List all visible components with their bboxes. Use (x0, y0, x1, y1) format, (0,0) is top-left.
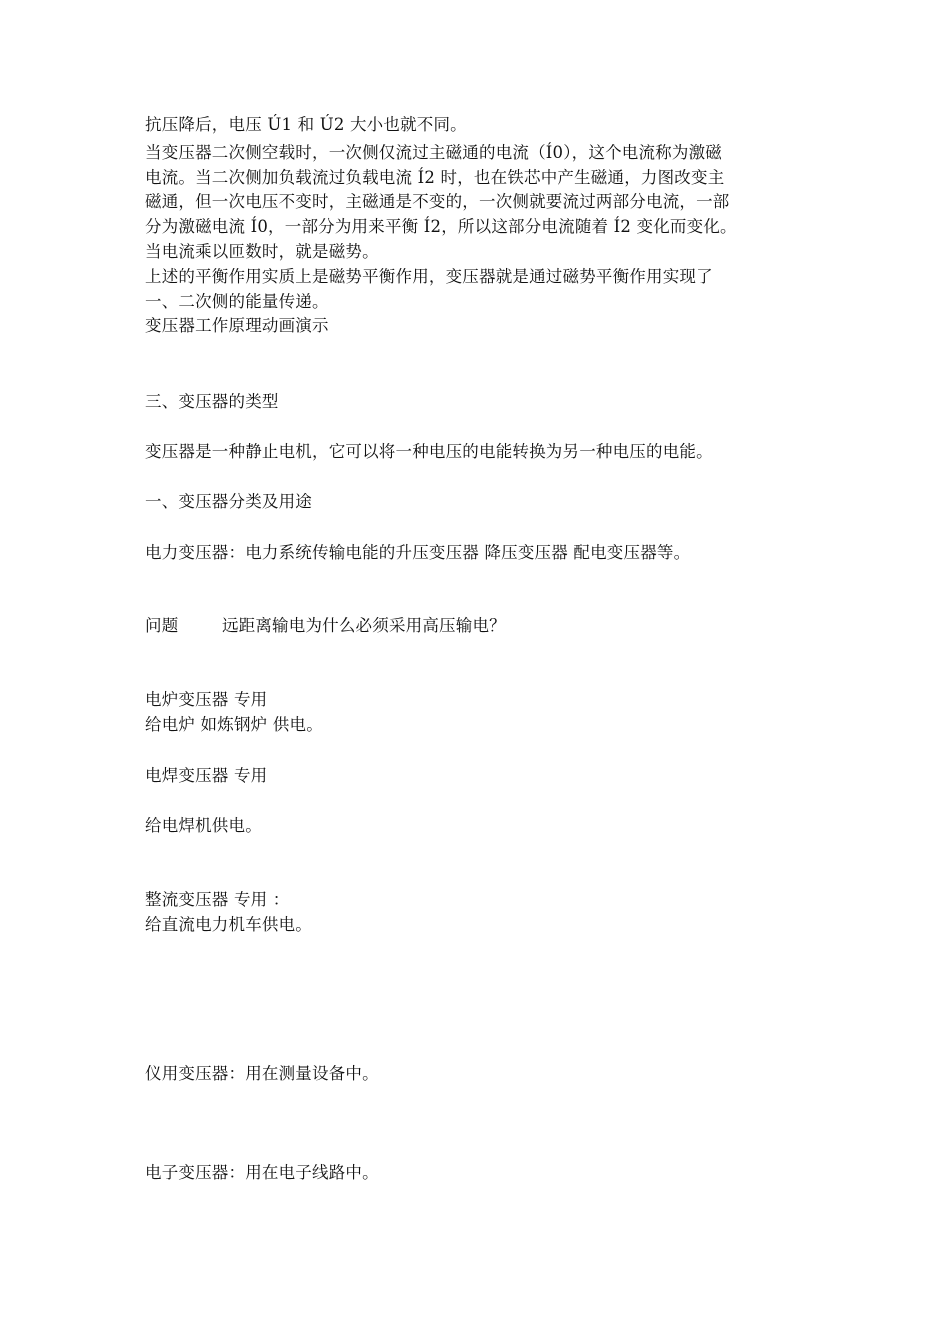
question-line: 问题 远距离输电为什么必须采用高压输电？ (145, 616, 506, 635)
paragraph-line: 一、二次侧的能量传递。 (145, 292, 329, 311)
paragraph-line: 给直流电力机车供电。 (145, 915, 312, 934)
paragraph-line: 当变压器二次侧空载时，一次侧仅流过主磁通的电流（Í0），这个电流称为激磁 (145, 143, 722, 162)
paragraph-line: 抗压降后，电压 Ú1 和 Ú2 大小也就不同。 (145, 115, 467, 134)
paragraph-line: 电子变压器：用在电子线路中。 (145, 1163, 379, 1182)
paragraph-line: 磁通，但一次电压不变时，主磁通是不变的，一次侧就要流过两部分电流，一部 (145, 192, 730, 211)
paragraph-line: 给电炉 如炼钢炉 供电。 (145, 715, 323, 734)
paragraph-line: 电力变压器：电力系统传输电能的升压变压器 降压变压器 配电变压器等。 (145, 543, 691, 562)
link-line: 变压器工作原理动画演示 (145, 316, 329, 335)
paragraph-line: 电炉变压器 专用 (145, 690, 268, 709)
paragraph-line: 整流变压器 专用 ： (145, 890, 290, 909)
paragraph-line: 变压器是一种静止电机，它可以将一种电压的电能转换为另一种电压的电能。 (145, 442, 713, 461)
paragraph-line: 电流。当二次侧加负载流过负载电流 Í2 时，也在铁芯中产生磁通，力图改变主 (145, 168, 725, 187)
paragraph-line: 上述的平衡作用实质上是磁势平衡作用，变压器就是通过磁势平衡作用实现了 (145, 267, 713, 286)
paragraph-line: 当电流乘以匝数时，就是磁势。 (145, 242, 379, 261)
section-heading: 三、变压器的类型 (145, 392, 279, 411)
paragraph-line: 电焊变压器 专用 (145, 766, 268, 785)
subsection-heading: 一、变压器分类及用途 (145, 492, 312, 511)
paragraph-line: 给电焊机供电。 (145, 816, 262, 835)
paragraph-line: 仪用变压器：用在测量设备中。 (145, 1064, 379, 1083)
paragraph-line: 分为激磁电流 Í0，一部分为用来平衡 Í2，所以这部分电流随着 Í2 变化而变化。 (145, 217, 737, 236)
